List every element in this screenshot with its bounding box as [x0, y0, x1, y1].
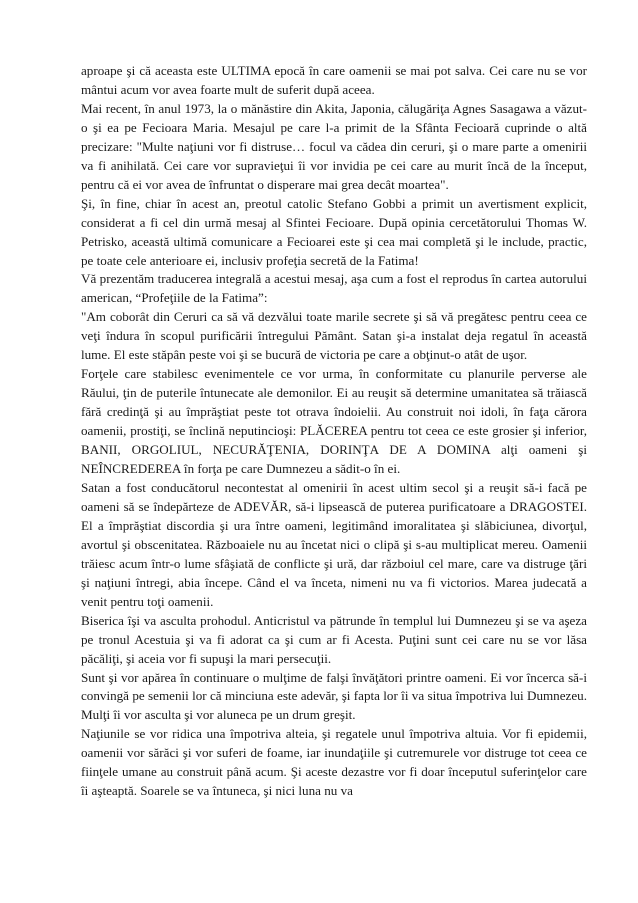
paragraph: Biserica îşi va asculta prohodul. Anticristul va pătrunde în templul lui Dumnezeu şi se va aşeza pe tronul Acestuia şi va fi adorat ca şi cum ar fi Acesta. Puţini sunt cei care nu se vor lăsa păcăliţi, şi aceia vor fi supuşi la mari persecuţii.: [81, 612, 587, 666]
paragraph: aproape şi că aceasta este ULTIMA epocă în care oamenii se mai pot salva. Cei care nu se vor mântui acum vor avea foarte mult de suferit după aceea.: [81, 63, 587, 97]
paragraph: Mai recent, în anul 1973, la o mănăstire din Akita, Japonia, călugăriţa Agnes Sasagawa a văzut-o şi ea pe Fecioara Maria. Mesajul pe care l-a primit de la Sfânta Fecioară cuprinde o altă precizare: "Multe naţiuni vor fi distruse… focul va cădea din ceruri, şi o mare parte a omenirii va fi anihilată. Cei care vor supravieţui îi vor invidia pe cei care au murit încă de la început, pentru că ei vor avea de înfruntat o disperare mai grea decât moartea".: [81, 100, 587, 192]
paragraph: "Am coborât din Ceruri ca să vă dezvălui toate marile secrete şi să vă pregătesc pentru ceea ce veţi îndura în scopul purificării întregului Pământ. Satan şi-a instalat deja regatul în această lume. El este stăpân peste voi şi se bucură de victoria pe care a obţinut-o atât de uşor.: [81, 309, 587, 363]
paragraph: Şi, în fine, chiar în acest an, preotul catolic Stefano Gobbi a primit un avertisment explicit, considerat a fi cel din urmă mesaj al Sfintei Fecioare. După opinia cercetătorului Thomas W. Petrisko, această ultimă comunicare a Fecioarei este şi cea mai completă şi le include, practic, pe toate cele anterioare ei, inclusiv profeţia secretă de la Fatima!: [81, 195, 587, 268]
paragraph: Forţele care stabilesc evenimentele ce vor urma, în conformitate cu planurile perverse ale Răului, ţin de puterile întunecate ale demonilor. Ei au reuşit să determine umanitatea să trăiască fără credinţă şi au împrăştiat peste tot otrava îndoielii. Au construit noi idoli, în faţa cărora oamenii, prostiţi, se înclină neputincioşi: PLĂCEREA pentru tot ceea ce este grosier şi inferior, BANII, ORGOLIUL, NECURĂŢENIA, DORINŢA DE A DOMINA alţi oameni şi NEÎNCREDEREA în forţa pe care Dumnezeu a sădit-o în ei.: [81, 366, 587, 477]
paragraph: Naţiunile se vor ridica una împotriva alteia, şi regatele unul împotriva altuia. Vor fi epidemii, oamenii vor sărăci şi vor suferi de foame, iar inundaţiile şi cutremurele vor distruge tot ceea ce fiinţele umane au construit până acum. Şi aceste dezastre vor fi doar începutul suferinţelor care îi aşteaptă. Soarele se va întuneca, şi nici luna nu va: [81, 726, 587, 799]
paragraph: Vă prezentăm traducerea integrală a acestui mesaj, aşa cum a fost el reprodus în cartea autorului american, “Profeţiile de la Fatima”:: [81, 271, 587, 306]
document-page: [81, 62, 587, 801]
paragraph: Satan a fost conducătorul necontestat al omenirii în acest ultim secol şi a reuşit să-i facă pe oameni să se îndepărteze de ADEVĂR, să-i lipsească de puterea purificatoare a DRAGOSTEI. El a împrăştiat discordia şi ura între oameni, legitimând imoralitatea şi slăbiciunea, divorţul, avortul şi obscenitatea. Războaiele nu au încetat nici o clipă şi s-au multiplicat mereu. Oamenii trăiesc acum într-o lume sfâşiată de conflicte şi ură, dar războiul cel mare, care va distruge ţări şi naţiuni întregi, abia începe. Când el va înceta, nimeni nu va fi victorios. Marea judecată a venit pentru toţi oamenii.: [81, 479, 587, 609]
paragraph: Sunt şi vor apărea în continuare o mulţime de falşi învăţători printre oameni. Ei vor încerca să-i convingă pe semenii lor că minciuna este adevăr, şi fapta lor îi va situa împotriva lui Dumnezeu. Mulţi îi vor asculta şi vor aluneca pe un drum greşit.: [81, 669, 587, 723]
